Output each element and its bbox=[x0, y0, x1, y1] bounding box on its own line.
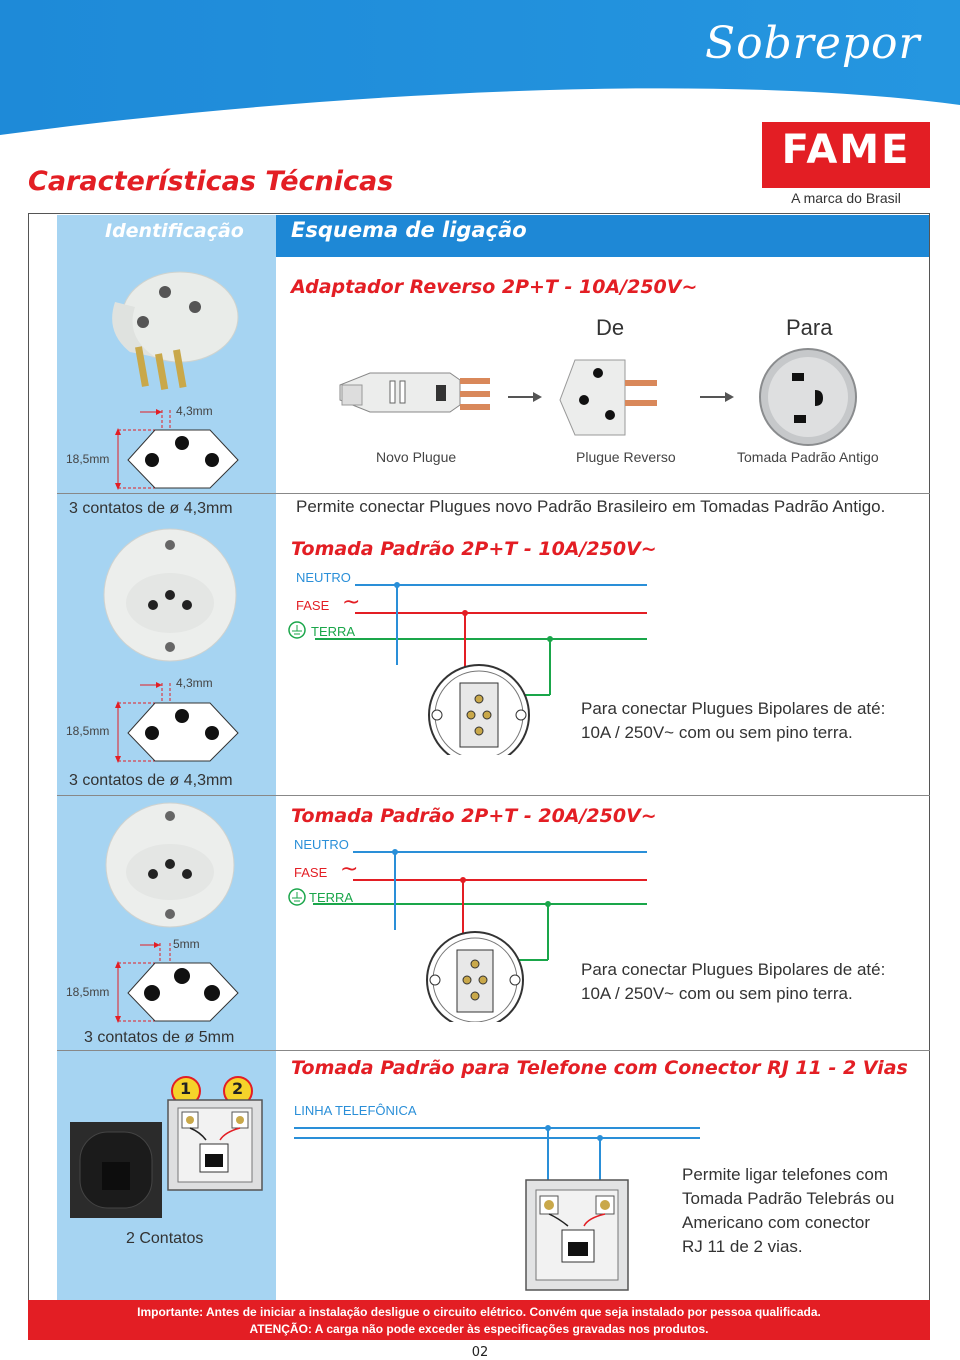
fame-tagline: A marca do Brasil bbox=[791, 190, 901, 206]
section-title-tomada-20a: Tomada Padrão 2P+T - 20A/250V~ bbox=[291, 805, 657, 827]
contacts-label: 3 contatos de ø 4,3mm bbox=[69, 772, 233, 789]
tilde-symbol: ~ bbox=[342, 590, 361, 615]
dim-height-label: 18,5mm bbox=[66, 724, 110, 738]
label-neutro: NEUTRO bbox=[294, 837, 349, 852]
fame-logo: FAME bbox=[781, 127, 911, 173]
section-title-telefone: Tomada Padrão para Telefone com Conector RJ 11 - 2 Vias bbox=[291, 1057, 908, 1079]
warning-line-1: Importante: Antes de iniciar a instalação desligue o circuito elétrico. Convém que seja instalado por pessoa qualificada. bbox=[137, 1305, 821, 1319]
tomada-20a-description-2: 10A / 250V~ com ou sem pino terra. bbox=[581, 984, 853, 1003]
label-terra: TERRA bbox=[311, 624, 356, 639]
dim-width-label: 5mm bbox=[173, 937, 200, 951]
label-linha-telefonica: LINHA TELEFÔNICA bbox=[294, 1103, 417, 1118]
dim-height-label: 18,5mm bbox=[66, 452, 110, 466]
dim-height-label: 18,5mm bbox=[66, 985, 110, 999]
brand-logo-text: Sobrepor bbox=[705, 18, 921, 69]
tilde-symbol: ~ bbox=[340, 857, 359, 882]
adapter-diagram bbox=[330, 345, 920, 450]
phone-description-line: Tomada Padrão Telebrás ou bbox=[682, 1189, 895, 1208]
separator bbox=[57, 795, 930, 796]
phone-description-line: Americano com conector bbox=[682, 1213, 871, 1232]
tomada-10a-description-2: 10A / 250V~ com ou sem pino terra. bbox=[581, 723, 853, 742]
column-label-schema: Esquema de ligação bbox=[291, 218, 527, 242]
socket-dimension-drawing bbox=[70, 400, 270, 495]
dim-width-label: 4,3mm bbox=[176, 676, 213, 690]
adapter-description: Permite conectar Plugues novo Padrão Brasileiro em Tomadas Padrão Antigo. bbox=[296, 497, 886, 516]
contacts-label: 3 contatos de ø 5mm bbox=[84, 1029, 235, 1046]
column-label-identification: Identificação bbox=[105, 220, 244, 242]
label-fase: FASE bbox=[296, 598, 330, 613]
warning-line-2: ATENÇÃO: A carga não pode exceder às especificações gravadas nos produtos. bbox=[249, 1322, 709, 1336]
from-label: De bbox=[596, 315, 625, 340]
caption-novo-plugue: Novo Plugue bbox=[376, 449, 457, 465]
contacts-label: 3 contatos de ø 4,3mm bbox=[69, 500, 233, 517]
phone-description-line: RJ 11 de 2 vias. bbox=[682, 1237, 803, 1256]
caption-tomada-antigo: Tomada Padrão Antigo bbox=[737, 449, 879, 465]
caption-plugue-reverso: Plugue Reverso bbox=[576, 449, 676, 465]
page-number: 02 bbox=[471, 1345, 489, 1360]
dim-width-label: 4,3mm bbox=[176, 404, 213, 418]
phone-description-line: Permite ligar telefones com bbox=[682, 1165, 888, 1184]
phone-wiring-diagram bbox=[288, 1118, 708, 1298]
tomada-20a-photo bbox=[95, 800, 245, 930]
section-title-adaptador: Adaptador Reverso 2P+T - 10A/250V~ bbox=[291, 276, 698, 298]
label-terra: TERRA bbox=[309, 890, 354, 905]
socket-dimension-drawing bbox=[70, 673, 270, 768]
section-title-tomada-10a: Tomada Padrão 2P+T - 10A/250V~ bbox=[291, 538, 657, 560]
label-neutro: NEUTRO bbox=[296, 570, 351, 585]
tomada-10a-photo bbox=[95, 525, 245, 665]
adapter-photo bbox=[95, 262, 245, 392]
terminal-badge-1: 1 bbox=[180, 1079, 192, 1098]
tomada-10a-description-1: Para conectar Plugues Bipolares de até: bbox=[581, 699, 886, 718]
page-title: Características Técnicas bbox=[28, 166, 394, 197]
label-fase: FASE bbox=[294, 865, 328, 880]
socket-dimension-drawing bbox=[70, 933, 270, 1028]
terminal-badge-2: 2 bbox=[232, 1079, 244, 1098]
phone-description bbox=[682, 1163, 894, 1259]
separator bbox=[57, 1050, 930, 1051]
to-label: Para bbox=[786, 315, 833, 340]
contacts-label: 2 Contatos bbox=[126, 1230, 204, 1247]
tomada-20a-description-1: Para conectar Plugues Bipolares de até: bbox=[581, 960, 886, 979]
